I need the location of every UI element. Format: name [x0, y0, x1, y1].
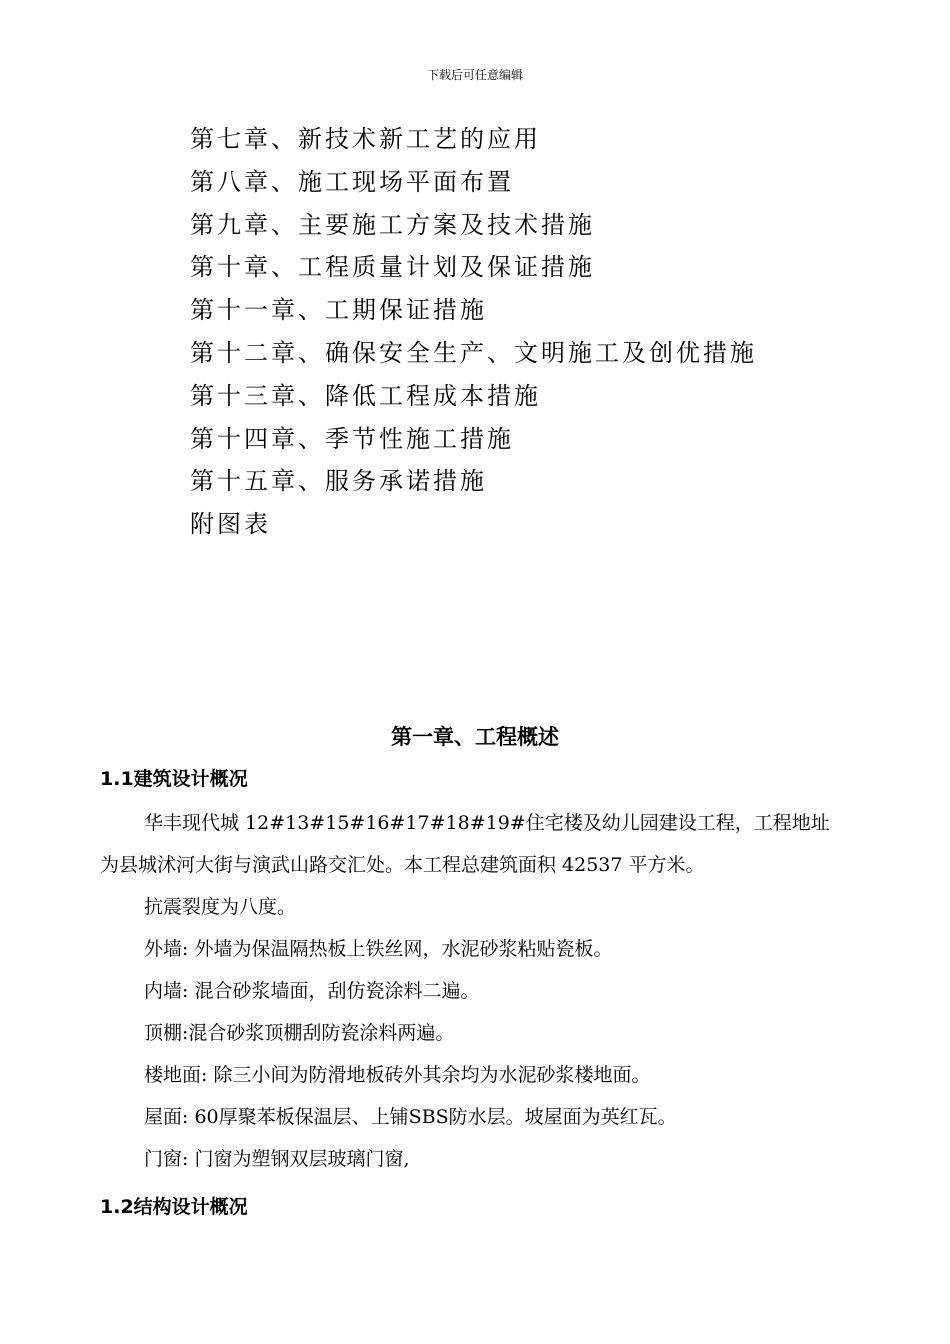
- toc-item: 第九章、主要施工方案及技术措施: [190, 210, 595, 239]
- paragraph-line: 外墙: 外墙为保温隔热板上铁丝网，水泥砂浆粘贴瓷板。: [144, 938, 613, 960]
- paragraph-line: 楼地面: 除三小间为防滑地板砖外其余均为水泥砂浆楼地面。: [144, 1064, 651, 1086]
- section-heading: 1.1建筑设计概况: [100, 768, 248, 790]
- paragraph-line: 内墙: 混合砂浆墙面，刮仿瓷涂料二遍。: [144, 980, 480, 1002]
- paragraph-line: 顶棚:混合砂浆顶棚刮防瓷涂料两遍。: [144, 1022, 455, 1044]
- paragraph-line: 华丰现代城 12#13#15#16#17#18#19#住宅楼及幼儿园建设工程，工程地址: [144, 812, 830, 834]
- toc-item: 第十四章、季节性施工措施: [190, 424, 514, 453]
- toc-item: 第八章、施工现场平面布置: [190, 167, 514, 196]
- toc-item: 第十一章、工期保证措施: [190, 296, 487, 325]
- toc-item: 第七章、新技术新工艺的应用: [190, 125, 541, 153]
- page-header: 下载后可任意编辑: [426, 68, 523, 82]
- toc-item: 第十三章、降低工程成本措施: [190, 381, 541, 410]
- paragraph-line: 屋面: 60厚聚苯板保温层、上铺SBS防水层。坡屋面为英红瓦。: [144, 1106, 677, 1128]
- section-heading: 1.2结构设计概况: [100, 1196, 248, 1218]
- toc-item: 第十五章、服务承诺措施: [190, 467, 487, 496]
- paragraph-line: 为县城沭河大街与演武山路交汇处。本工程总建筑面积 42537 平方米。: [100, 854, 705, 876]
- toc-item: 第十章、工程质量计划及保证措施: [190, 253, 595, 282]
- toc-item: 附图表: [190, 510, 271, 539]
- table-of-contents: [190, 118, 757, 546]
- toc-item: 第十二章、确保安全生产、文明施工及创优措施: [190, 338, 757, 367]
- paragraph-line: 抗震裂度为八度。: [144, 896, 297, 918]
- chapter-title: 第一章、工程概述: [391, 725, 559, 749]
- paragraph-line: 门窗: 门窗为塑钢双层玻璃门窗,: [144, 1148, 410, 1170]
- body-text: [100, 802, 860, 1180]
